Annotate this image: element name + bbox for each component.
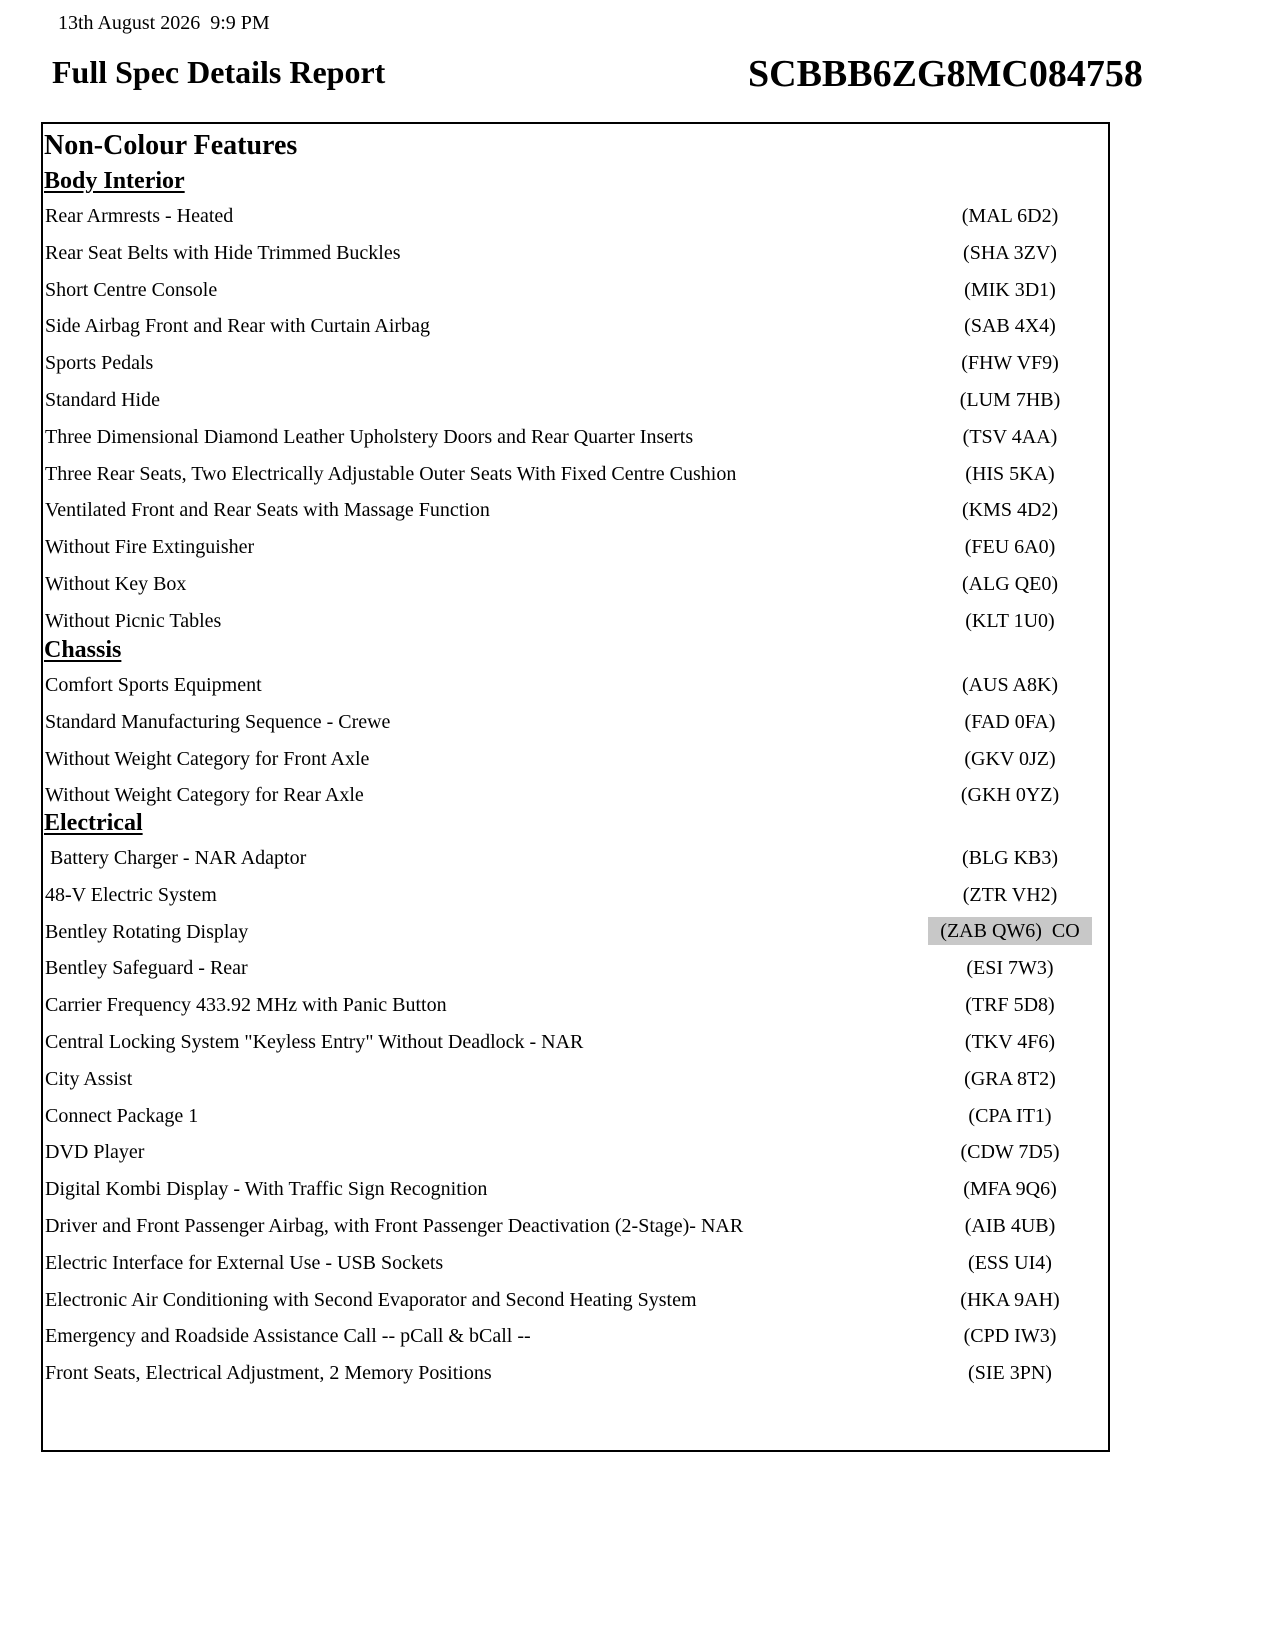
feature-label: Comfort Sports Equipment (45, 674, 262, 696)
feature-label: Standard Hide (45, 389, 160, 411)
features-table (41, 122, 1110, 1452)
feature-row (43, 573, 1108, 603)
feature-code: (FEU 6A0) (964, 536, 1056, 559)
feature-code: (ESS UI4) (968, 1251, 1052, 1274)
feature-row (43, 994, 1108, 1024)
feature-code-highlighted: (ZAB QW6) CO (928, 917, 1092, 945)
feature-label: Short Centre Console (45, 278, 218, 301)
report-title: Full Spec Details Report (52, 54, 386, 90)
feature-row (43, 921, 1108, 951)
feature-label: Front Seats, Electrical Adjustment, 2 Memory Positions (45, 1362, 492, 1385)
feature-code: (CPD IW3) (963, 1325, 1057, 1348)
feature-code: (MFA 9Q6) (963, 1178, 1057, 1201)
feature-row (43, 748, 1108, 778)
feature-label: Connect Package 1 (45, 1104, 199, 1127)
feature-code: (KMS 4D2) (961, 499, 1059, 522)
feature-label: Without Fire Extinguisher (45, 536, 255, 559)
feature-code: (AUS A8K) (961, 674, 1059, 696)
feature-label: Three Dimensional Diamond Leather Upholstery Doors and Rear Quarter Inserts (45, 425, 694, 448)
feature-row (43, 847, 1108, 877)
feature-row (43, 1289, 1108, 1319)
feature-row (43, 352, 1108, 382)
feature-label: Without Weight Category for Front Axle (45, 747, 370, 770)
feature-label: Ventilated Front and Rear Seats with Massage Function (45, 499, 490, 522)
feature-code: (GRA 8T2) (964, 1067, 1056, 1090)
feature-code: (CDW 7D5) (960, 1141, 1060, 1164)
feature-row (43, 610, 1108, 640)
feature-row (43, 1105, 1108, 1135)
feature-code: (SAB 4X4) (964, 315, 1056, 338)
feature-row (43, 499, 1108, 529)
feature-row (43, 1178, 1108, 1208)
feature-label: Three Rear Seats, Two Electrically Adjustable Outer Seats With Fixed Centre Cushion (45, 462, 737, 485)
feature-row (43, 536, 1108, 566)
feature-code: (TKV 4F6) (964, 1031, 1056, 1053)
feature-row (43, 957, 1108, 987)
feature-row (43, 426, 1108, 456)
section-heading-electrical: Electrical (44, 810, 143, 836)
feature-code: (TRF 5D8) (965, 994, 1055, 1017)
feature-code: (TSV 4AA) (962, 425, 1058, 448)
feature-label: Emergency and Roadside Assistance Call -- pCall & bCall -- (45, 1325, 531, 1348)
feature-code: (CPA IT1) (968, 1104, 1052, 1127)
section-heading-body-interior: Body Interior (44, 168, 185, 194)
feature-row (43, 674, 1108, 704)
feature-code: (GKV 0JZ) (964, 747, 1056, 770)
feature-row (43, 884, 1108, 914)
feature-code: (ZTR VH2) (962, 883, 1058, 906)
feature-row (43, 1362, 1108, 1392)
report-timestamp: 13th August 2026 9:9 PM (58, 12, 270, 34)
vin-number: SCBBB6ZG8MC084758 (748, 53, 1143, 95)
feature-row (43, 242, 1108, 272)
feature-label: DVD Player (45, 1141, 145, 1164)
feature-code: (FAD 0FA) (964, 710, 1056, 733)
feature-label: Standard Manufacturing Sequence - Crewe (45, 710, 391, 733)
feature-row (43, 1215, 1108, 1245)
feature-code: (FHW VF9) (961, 352, 1059, 375)
feature-row (43, 205, 1108, 235)
feature-label: Side Airbag Front and Rear with Curtain Airbag (45, 315, 430, 338)
feature-row (43, 389, 1108, 419)
feature-label: Carrier Frequency 433.92 MHz with Panic Button (45, 994, 447, 1017)
feature-code: (ESI 7W3) (966, 957, 1054, 980)
feature-label: Central Locking System "Keyless Entry" Without Deadlock - NAR (45, 1031, 584, 1053)
feature-code: (LUM 7HB) (959, 389, 1061, 411)
features-title: Non-Colour Features (44, 130, 298, 161)
feature-code: (SHA 3ZV) (963, 241, 1057, 264)
feature-label: Bentley Safeguard - Rear (45, 957, 248, 980)
feature-code: (KLT 1U0) (965, 609, 1055, 632)
feature-code: (AIB 4UB) (964, 1215, 1056, 1237)
feature-label: 48-V Electric System (45, 883, 217, 906)
feature-label: Bentley Rotating Display (45, 920, 249, 943)
feature-label: City Assist (45, 1067, 133, 1090)
feature-label: Electronic Air Conditioning with Second Evaporator and Second Heating System (45, 1288, 697, 1311)
feature-label: Digital Kombi Display - With Traffic Sign Recognition (45, 1178, 488, 1201)
feature-row (43, 1068, 1108, 1098)
section-heading-chassis: Chassis (44, 637, 122, 663)
feature-label: Driver and Front Passenger Airbag, with Front Passenger Deactivation (2-Stage)- NAR (45, 1215, 744, 1237)
feature-label: Rear Seat Belts with Hide Trimmed Buckles (45, 241, 401, 264)
feature-row (43, 463, 1108, 493)
feature-code: (BLG KB3) (961, 847, 1059, 869)
feature-label: Rear Armrests - Heated (45, 205, 234, 227)
feature-label: Electric Interface for External Use - USB Sockets (45, 1251, 444, 1274)
feature-row (43, 1031, 1108, 1061)
feature-code: (ALG QE0) (961, 573, 1059, 595)
feature-code: (HIS 5KA) (965, 462, 1055, 485)
feature-row (43, 784, 1108, 814)
feature-label: Battery Charger - NAR Adaptor (45, 847, 307, 869)
feature-code: (SIE 3PN) (968, 1362, 1052, 1385)
feature-row (43, 1325, 1108, 1355)
feature-label: Without Weight Category for Rear Axle (45, 784, 364, 807)
feature-code: (MAL 6D2) (961, 205, 1059, 227)
feature-code: (HKA 9AH) (960, 1288, 1060, 1311)
feature-row (43, 1141, 1108, 1171)
feature-row (43, 711, 1108, 741)
feature-row (43, 279, 1108, 309)
feature-row (43, 315, 1108, 345)
feature-label: Without Key Box (45, 573, 187, 595)
feature-code: (GKH 0YZ) (960, 784, 1060, 807)
feature-code: (MIK 3D1) (964, 278, 1056, 301)
feature-row (43, 1252, 1108, 1282)
feature-label: Without Picnic Tables (45, 609, 222, 632)
feature-label: Sports Pedals (45, 352, 154, 375)
